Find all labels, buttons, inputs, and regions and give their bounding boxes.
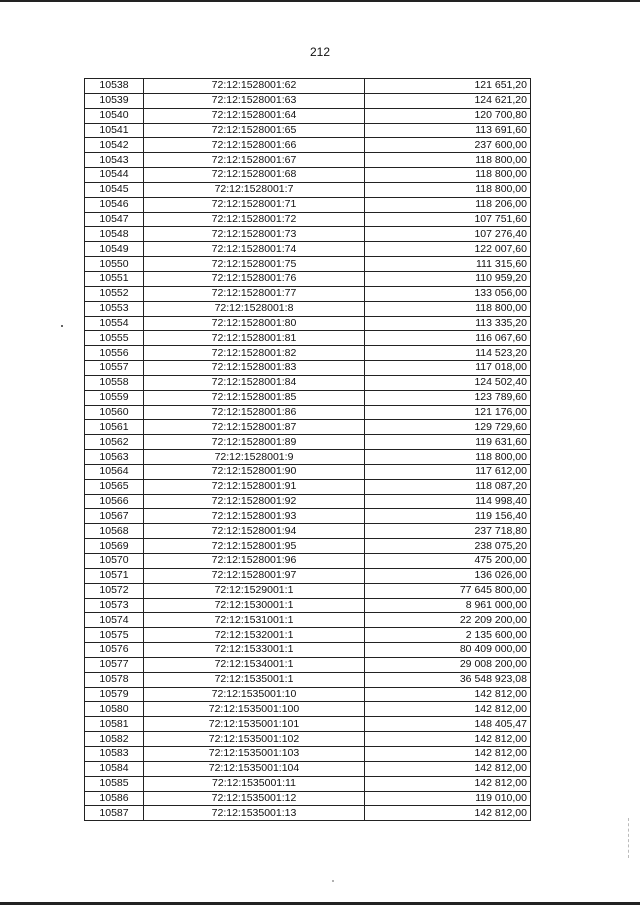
row-number-cell: 10583 bbox=[85, 746, 144, 761]
cadastral-value-cell: 238 075,20 bbox=[365, 539, 531, 554]
cadastral-number-cell: 72:12:1528001:77 bbox=[144, 286, 365, 301]
row-number-cell: 10572 bbox=[85, 583, 144, 598]
row-number-cell: 10547 bbox=[85, 212, 144, 227]
cadastral-value-cell: 36 548 923,08 bbox=[365, 672, 531, 687]
row-number-cell: 10555 bbox=[85, 331, 144, 346]
table-row bbox=[85, 539, 531, 554]
row-number-cell: 10553 bbox=[85, 301, 144, 316]
table-row bbox=[85, 361, 531, 376]
cadastral-value-cell: 110 959,20 bbox=[365, 271, 531, 286]
table-row bbox=[85, 405, 531, 420]
row-number-cell: 10560 bbox=[85, 405, 144, 420]
cadastral-number-cell: 72:12:1533001:1 bbox=[144, 643, 365, 658]
cadastral-number-cell: 72:12:1528001:64 bbox=[144, 108, 365, 123]
cadastral-value-cell: 119 631,60 bbox=[365, 435, 531, 450]
table-body bbox=[85, 79, 531, 821]
table-row bbox=[85, 227, 531, 242]
table-row bbox=[85, 568, 531, 583]
table-row bbox=[85, 123, 531, 138]
table-row bbox=[85, 79, 531, 94]
cadastral-number-cell: 72:12:1528001:7 bbox=[144, 182, 365, 197]
table-row bbox=[85, 153, 531, 168]
cadastral-number-cell: 72:12:1528001:80 bbox=[144, 316, 365, 331]
cadastral-number-cell: 72:12:1535001:1 bbox=[144, 672, 365, 687]
cadastral-value-cell: 133 056,00 bbox=[365, 286, 531, 301]
page-number: 212 bbox=[309, 45, 331, 59]
table-row bbox=[85, 464, 531, 479]
cadastral-number-cell: 72:12:1528001:82 bbox=[144, 346, 365, 361]
table-row bbox=[85, 182, 531, 197]
cadastral-value-cell: 142 812,00 bbox=[365, 732, 531, 747]
row-number-cell: 10557 bbox=[85, 361, 144, 376]
cadastral-number-cell: 72:12:1528001:65 bbox=[144, 123, 365, 138]
cadastral-value-cell: 2 135 600,00 bbox=[365, 628, 531, 643]
table-row bbox=[85, 435, 531, 450]
cadastral-number-cell: 72:12:1528001:83 bbox=[144, 361, 365, 376]
cadastral-number-cell: 72:12:1528001:95 bbox=[144, 539, 365, 554]
table-row bbox=[85, 494, 531, 509]
row-number-cell: 10579 bbox=[85, 687, 144, 702]
cadastral-value-cell: 142 812,00 bbox=[365, 746, 531, 761]
row-number-cell: 10542 bbox=[85, 138, 144, 153]
table-row bbox=[85, 168, 531, 183]
row-number-cell: 10584 bbox=[85, 761, 144, 776]
table-row bbox=[85, 746, 531, 761]
cadastral-value-cell: 22 209 200,00 bbox=[365, 613, 531, 628]
cadastral-value-cell: 124 621,20 bbox=[365, 93, 531, 108]
table-row bbox=[85, 197, 531, 212]
row-number-cell: 10548 bbox=[85, 227, 144, 242]
table-row bbox=[85, 257, 531, 272]
row-number-cell: 10587 bbox=[85, 806, 144, 821]
cadastral-number-cell: 72:12:1528001:71 bbox=[144, 197, 365, 212]
cadastral-number-cell: 72:12:1530001:1 bbox=[144, 598, 365, 613]
row-number-cell: 10567 bbox=[85, 509, 144, 524]
cadastral-number-cell: 72:12:1528001:84 bbox=[144, 375, 365, 390]
cadastral-number-cell: 72:12:1528001:92 bbox=[144, 494, 365, 509]
cadastral-value-cell: 118 800,00 bbox=[365, 450, 531, 465]
table-row bbox=[85, 420, 531, 435]
top-border-line bbox=[0, 0, 640, 2]
cadastral-value-cell: 142 812,00 bbox=[365, 702, 531, 717]
cadastral-number-cell: 72:12:1528001:85 bbox=[144, 390, 365, 405]
row-number-cell: 10541 bbox=[85, 123, 144, 138]
table-row bbox=[85, 717, 531, 732]
cadastral-number-cell: 72:12:1535001:11 bbox=[144, 776, 365, 791]
table-row bbox=[85, 657, 531, 672]
table-row bbox=[85, 479, 531, 494]
table-row bbox=[85, 554, 531, 569]
cadastral-value-cell: 114 998,40 bbox=[365, 494, 531, 509]
table-row bbox=[85, 598, 531, 613]
cadastral-value-cell: 117 612,00 bbox=[365, 464, 531, 479]
cadastral-number-cell: 72:12:1535001:12 bbox=[144, 791, 365, 806]
row-number-cell: 10543 bbox=[85, 153, 144, 168]
row-number-cell: 10569 bbox=[85, 539, 144, 554]
cadastral-number-cell: 72:12:1528001:68 bbox=[144, 168, 365, 183]
cadastral-value-cell: 129 729,60 bbox=[365, 420, 531, 435]
cadastral-value-cell: 142 812,00 bbox=[365, 776, 531, 791]
row-number-cell: 10585 bbox=[85, 776, 144, 791]
cadastral-number-cell: 72:12:1528001:8 bbox=[144, 301, 365, 316]
cadastral-value-table bbox=[84, 78, 531, 821]
table-row bbox=[85, 583, 531, 598]
cadastral-value-cell: 107 276,40 bbox=[365, 227, 531, 242]
cadastral-value-cell: 142 812,00 bbox=[365, 806, 531, 821]
table-row bbox=[85, 761, 531, 776]
cadastral-number-cell: 72:12:1528001:74 bbox=[144, 242, 365, 257]
cadastral-value-cell: 117 018,00 bbox=[365, 361, 531, 376]
table-row bbox=[85, 672, 531, 687]
row-number-cell: 10575 bbox=[85, 628, 144, 643]
cadastral-number-cell: 72:12:1528001:63 bbox=[144, 93, 365, 108]
table-row bbox=[85, 242, 531, 257]
cadastral-value-cell: 148 405,47 bbox=[365, 717, 531, 732]
cadastral-number-cell: 72:12:1529001:1 bbox=[144, 583, 365, 598]
table-row bbox=[85, 286, 531, 301]
row-number-cell: 10568 bbox=[85, 524, 144, 539]
cadastral-number-cell: 72:12:1531001:1 bbox=[144, 613, 365, 628]
table-row bbox=[85, 375, 531, 390]
cadastral-value-cell: 8 961 000,00 bbox=[365, 598, 531, 613]
table-row bbox=[85, 331, 531, 346]
table-row bbox=[85, 524, 531, 539]
cadastral-value-cell: 113 691,60 bbox=[365, 123, 531, 138]
cadastral-value-cell: 80 409 000,00 bbox=[365, 643, 531, 658]
cadastral-number-cell: 72:12:1528001:67 bbox=[144, 153, 365, 168]
cadastral-number-cell: 72:12:1528001:89 bbox=[144, 435, 365, 450]
cadastral-number-cell: 72:12:1528001:62 bbox=[144, 79, 365, 94]
cadastral-number-cell: 72:12:1528001:94 bbox=[144, 524, 365, 539]
cadastral-value-cell: 107 751,60 bbox=[365, 212, 531, 227]
cadastral-value-cell: 122 007,60 bbox=[365, 242, 531, 257]
cadastral-value-cell: 119 010,00 bbox=[365, 791, 531, 806]
table-row bbox=[85, 390, 531, 405]
table-row bbox=[85, 271, 531, 286]
cadastral-value-cell: 111 315,60 bbox=[365, 257, 531, 272]
row-number-cell: 10578 bbox=[85, 672, 144, 687]
scan-speck bbox=[332, 880, 334, 882]
row-number-cell: 10558 bbox=[85, 375, 144, 390]
scan-speck bbox=[61, 325, 63, 327]
cadastral-number-cell: 72:12:1535001:100 bbox=[144, 702, 365, 717]
row-number-cell: 10576 bbox=[85, 643, 144, 658]
table-row bbox=[85, 316, 531, 331]
row-number-cell: 10563 bbox=[85, 450, 144, 465]
row-number-cell: 10538 bbox=[85, 79, 144, 94]
row-number-cell: 10581 bbox=[85, 717, 144, 732]
cadastral-number-cell: 72:12:1528001:73 bbox=[144, 227, 365, 242]
cadastral-value-cell: 118 800,00 bbox=[365, 182, 531, 197]
table-row bbox=[85, 450, 531, 465]
cadastral-number-cell: 72:12:1534001:1 bbox=[144, 657, 365, 672]
cadastral-value-cell: 113 335,20 bbox=[365, 316, 531, 331]
cadastral-number-cell: 72:12:1528001:75 bbox=[144, 257, 365, 272]
cadastral-value-cell: 121 651,20 bbox=[365, 79, 531, 94]
cadastral-value-cell: 237 600,00 bbox=[365, 138, 531, 153]
cadastral-value-cell: 29 008 200,00 bbox=[365, 657, 531, 672]
cadastral-number-cell: 72:12:1535001:101 bbox=[144, 717, 365, 732]
cadastral-number-cell: 72:12:1528001:87 bbox=[144, 420, 365, 435]
table-row bbox=[85, 687, 531, 702]
table-row bbox=[85, 791, 531, 806]
cadastral-number-cell: 72:12:1528001:96 bbox=[144, 554, 365, 569]
cadastral-value-cell: 136 026,00 bbox=[365, 568, 531, 583]
row-number-cell: 10571 bbox=[85, 568, 144, 583]
row-number-cell: 10564 bbox=[85, 464, 144, 479]
row-number-cell: 10574 bbox=[85, 613, 144, 628]
cadastral-value-cell: 120 700,80 bbox=[365, 108, 531, 123]
row-number-cell: 10561 bbox=[85, 420, 144, 435]
cadastral-value-cell: 142 812,00 bbox=[365, 687, 531, 702]
table-row bbox=[85, 108, 531, 123]
cadastral-value-cell: 121 176,00 bbox=[365, 405, 531, 420]
cadastral-value-cell: 237 718,80 bbox=[365, 524, 531, 539]
row-number-cell: 10577 bbox=[85, 657, 144, 672]
cadastral-number-cell: 72:12:1535001:10 bbox=[144, 687, 365, 702]
row-number-cell: 10552 bbox=[85, 286, 144, 301]
row-number-cell: 10573 bbox=[85, 598, 144, 613]
row-number-cell: 10550 bbox=[85, 257, 144, 272]
cadastral-value-cell: 475 200,00 bbox=[365, 554, 531, 569]
cadastral-value-cell: 118 087,20 bbox=[365, 479, 531, 494]
row-number-cell: 10566 bbox=[85, 494, 144, 509]
cadastral-value-cell: 114 523,20 bbox=[365, 346, 531, 361]
row-number-cell: 10546 bbox=[85, 197, 144, 212]
row-number-cell: 10545 bbox=[85, 182, 144, 197]
table-row bbox=[85, 138, 531, 153]
cadastral-number-cell: 72:12:1528001:91 bbox=[144, 479, 365, 494]
cadastral-value-cell: 142 812,00 bbox=[365, 761, 531, 776]
cadastral-number-cell: 72:12:1535001:13 bbox=[144, 806, 365, 821]
cadastral-number-cell: 72:12:1528001:72 bbox=[144, 212, 365, 227]
cadastral-number-cell: 72:12:1528001:86 bbox=[144, 405, 365, 420]
cadastral-value-cell: 118 800,00 bbox=[365, 168, 531, 183]
cadastral-value-cell: 124 502,40 bbox=[365, 375, 531, 390]
cadastral-value-cell: 77 645 800,00 bbox=[365, 583, 531, 598]
cadastral-number-cell: 72:12:1528001:81 bbox=[144, 331, 365, 346]
table-row bbox=[85, 509, 531, 524]
table-row bbox=[85, 628, 531, 643]
cadastral-value-cell: 118 800,00 bbox=[365, 301, 531, 316]
cadastral-value-cell: 118 800,00 bbox=[365, 153, 531, 168]
cadastral-value-cell: 116 067,60 bbox=[365, 331, 531, 346]
cadastral-number-cell: 72:12:1532001:1 bbox=[144, 628, 365, 643]
table-row bbox=[85, 613, 531, 628]
cadastral-value-cell: 118 206,00 bbox=[365, 197, 531, 212]
cadastral-number-cell: 72:12:1535001:103 bbox=[144, 746, 365, 761]
row-number-cell: 10551 bbox=[85, 271, 144, 286]
row-number-cell: 10540 bbox=[85, 108, 144, 123]
table-row bbox=[85, 346, 531, 361]
cadastral-value-cell: 123 789,60 bbox=[365, 390, 531, 405]
table-row bbox=[85, 643, 531, 658]
row-number-cell: 10586 bbox=[85, 791, 144, 806]
cadastral-number-cell: 72:12:1528001:9 bbox=[144, 450, 365, 465]
cadastral-number-cell: 72:12:1528001:97 bbox=[144, 568, 365, 583]
cadastral-number-cell: 72:12:1528001:90 bbox=[144, 464, 365, 479]
cadastral-number-cell: 72:12:1535001:102 bbox=[144, 732, 365, 747]
table-row bbox=[85, 776, 531, 791]
row-number-cell: 10559 bbox=[85, 390, 144, 405]
cadastral-number-cell: 72:12:1528001:76 bbox=[144, 271, 365, 286]
table-row bbox=[85, 93, 531, 108]
row-number-cell: 10539 bbox=[85, 93, 144, 108]
row-number-cell: 10562 bbox=[85, 435, 144, 450]
row-number-cell: 10556 bbox=[85, 346, 144, 361]
cadastral-number-cell: 72:12:1528001:93 bbox=[144, 509, 365, 524]
table-row bbox=[85, 212, 531, 227]
table-row bbox=[85, 806, 531, 821]
row-number-cell: 10565 bbox=[85, 479, 144, 494]
row-number-cell: 10544 bbox=[85, 168, 144, 183]
cadastral-number-cell: 72:12:1528001:66 bbox=[144, 138, 365, 153]
row-number-cell: 10549 bbox=[85, 242, 144, 257]
table-row bbox=[85, 702, 531, 717]
scan-edge-marks bbox=[628, 818, 630, 858]
row-number-cell: 10554 bbox=[85, 316, 144, 331]
table-row bbox=[85, 732, 531, 747]
row-number-cell: 10570 bbox=[85, 554, 144, 569]
row-number-cell: 10582 bbox=[85, 732, 144, 747]
table-row bbox=[85, 301, 531, 316]
cadastral-value-cell: 119 156,40 bbox=[365, 509, 531, 524]
row-number-cell: 10580 bbox=[85, 702, 144, 717]
cadastral-number-cell: 72:12:1535001:104 bbox=[144, 761, 365, 776]
